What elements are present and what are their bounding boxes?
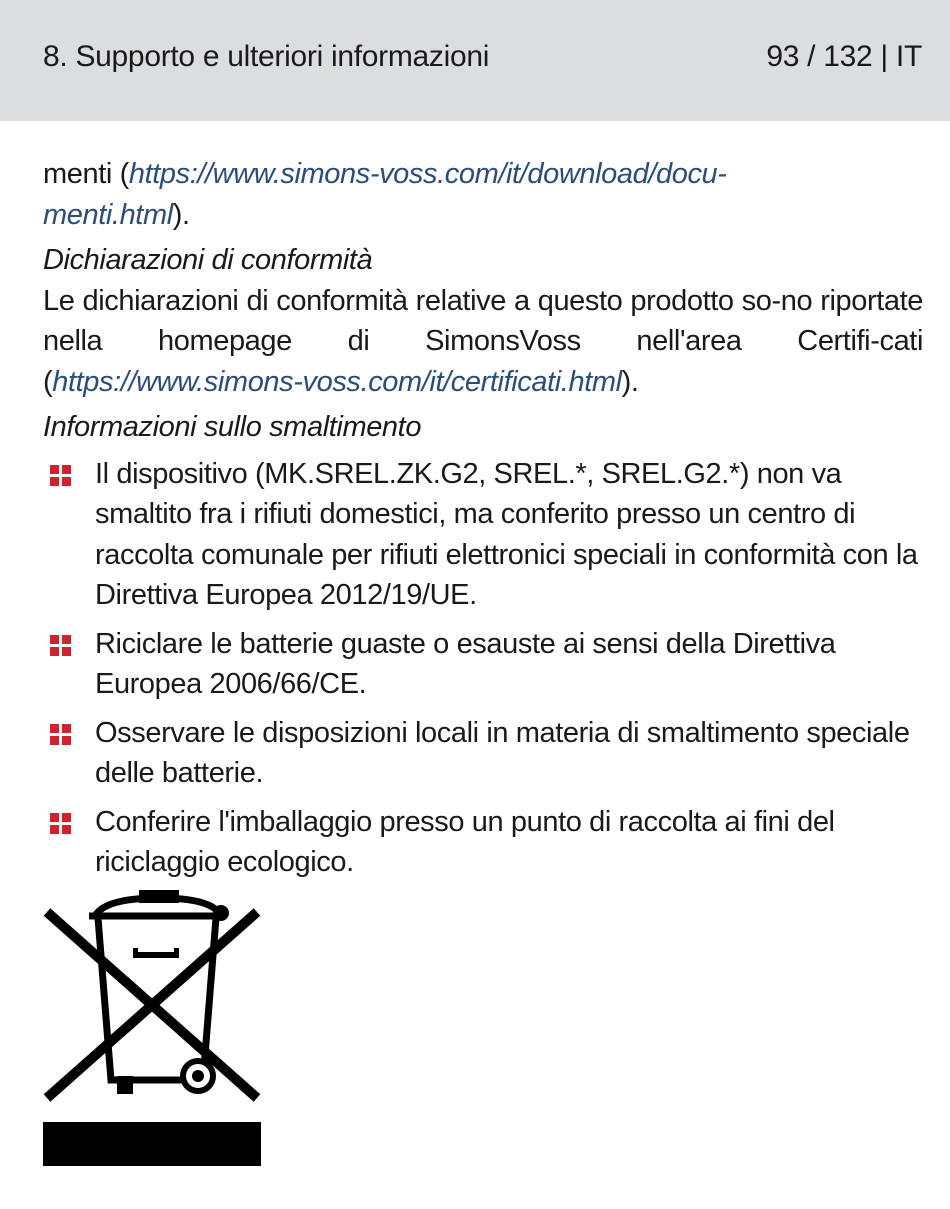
- download-link-part1: https://www.simons-voss.com/it/download/docu-: [128, 158, 727, 190]
- intro-prefix: menti (: [43, 158, 129, 190]
- list-item-text: Conferire l'imballaggio presso un punto di raccolta ai fini del riciclaggio ecologico.: [95, 805, 835, 878]
- list-item-text: Osservare le disposizioni locali in materia di smaltimento speciale delle batterie.: [95, 716, 910, 789]
- list-item: [43, 802, 923, 883]
- list-item-text: Riciclare le batterie guaste o esauste ai sensi della Direttiva Europea 2006/66/CE.: [95, 627, 836, 700]
- disposal-heading: Informazioni sullo smaltimento: [43, 411, 422, 443]
- conformity-text: Le dichiarazioni di conformità relative a questo prodotto so-no riportate nella homepage di SimonsVoss nell'area Certifi-cati (: [43, 284, 923, 398]
- section-title: 8. Supporto e ulteriori informazioni: [43, 40, 490, 73]
- page-content: [43, 154, 923, 891]
- intro-paragraph: [43, 154, 923, 235]
- bullet-icon: [50, 813, 71, 834]
- page-header: [0, 0, 950, 121]
- certificates-link[interactable]: https://www.simons-voss.com/it/certificati.html: [52, 365, 622, 398]
- download-documents-link[interactable]: [43, 158, 727, 231]
- list-item-text: Il dispositivo (MK.SREL.ZK.G2, SREL.*, SREL.G2.*) non va smaltito fra i rifiuti domestici, ma conferito presso un centro di raccolta comunale per rifiuti elettronici speciali in conformità con la Direttiva Europea 2012/19/UE.: [95, 457, 918, 611]
- conformity-paragraph: [43, 281, 923, 403]
- list-item: [43, 624, 923, 705]
- conformity-heading: Dichiarazioni di conformità: [43, 244, 373, 276]
- page-number: 93 / 132 | IT: [766, 40, 922, 73]
- download-link-part2: menti.html: [43, 198, 173, 231]
- bullet-icon: [50, 465, 71, 486]
- conformity-suffix: ).: [621, 365, 639, 398]
- crossed-out-wheelie-bin-icon: [43, 888, 261, 1168]
- disposal-list: [43, 454, 923, 883]
- intro-suffix: ).: [172, 198, 190, 231]
- bullet-icon: [50, 635, 71, 656]
- list-item: [43, 713, 923, 794]
- list-item: [43, 454, 923, 616]
- bullet-icon: [50, 724, 71, 745]
